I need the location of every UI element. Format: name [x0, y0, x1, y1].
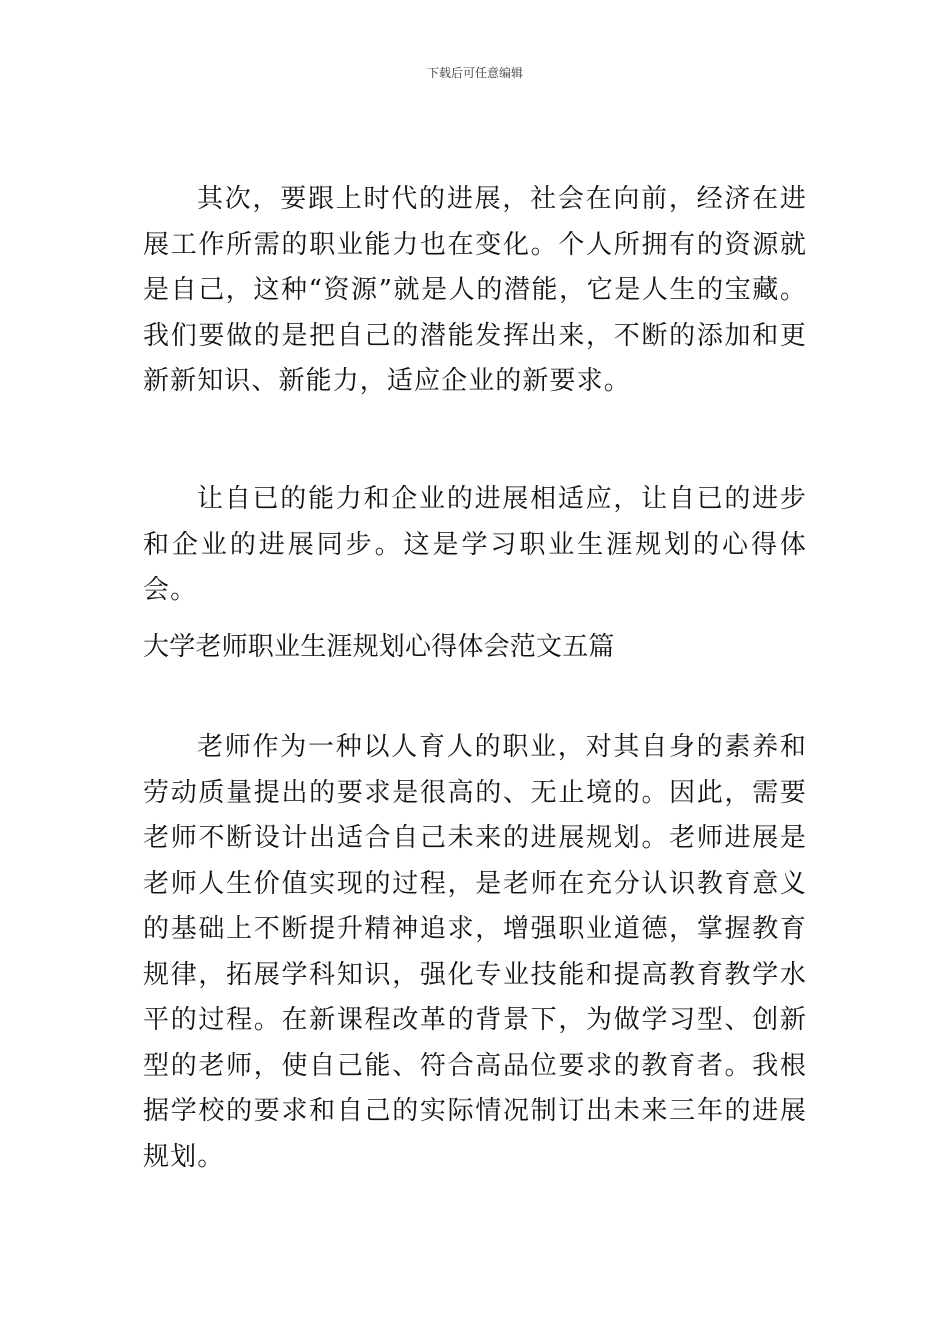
paragraph-enterprise-sync: 让自已的能力和企业的进展相适应，让自已的进步和企业的进展同步。这是学习职业生涯规划的心得体会。 [143, 484, 807, 605]
paragraph-career-skills: 其次，要跟上时代的进展，社会在向前，经济在进展工作所需的职业能力也在变化。个人所拥有的资源就是自己，这种“资源”就是人的潜能，它是人生的宝藏。我们要做的是把自己的潜能发挥出来，不断的添加和更新新知识、新能力，适应企业的新要求。 [143, 184, 807, 396]
page-header-note: 下载后可任意编辑 [426, 66, 523, 80]
section-heading: 大学老师职业生涯规划心得体会范文五篇 [143, 632, 615, 662]
paragraph-teacher-development: 老师作为一种以人育人的职业，对其自身的素养和劳动质量提出的要求是很高的、无止境的。因此，需要老师不断设计出适合自己未来的进展规划。老师进展是老师人生价值实现的过程，是老师在充分认识教育意义的基础上不断提升精神追求，增强职业道德，掌握教育规律，拓展学科知识，强化专业技能和提高教育教学水平的过程。在新课程改革的背景下，为做学习型、创新型的老师，使自己能、符合高品位要求的教育者。我根据学校的要求和自己的实际情况制订出未来三年的进展规划。 [143, 732, 807, 1172]
